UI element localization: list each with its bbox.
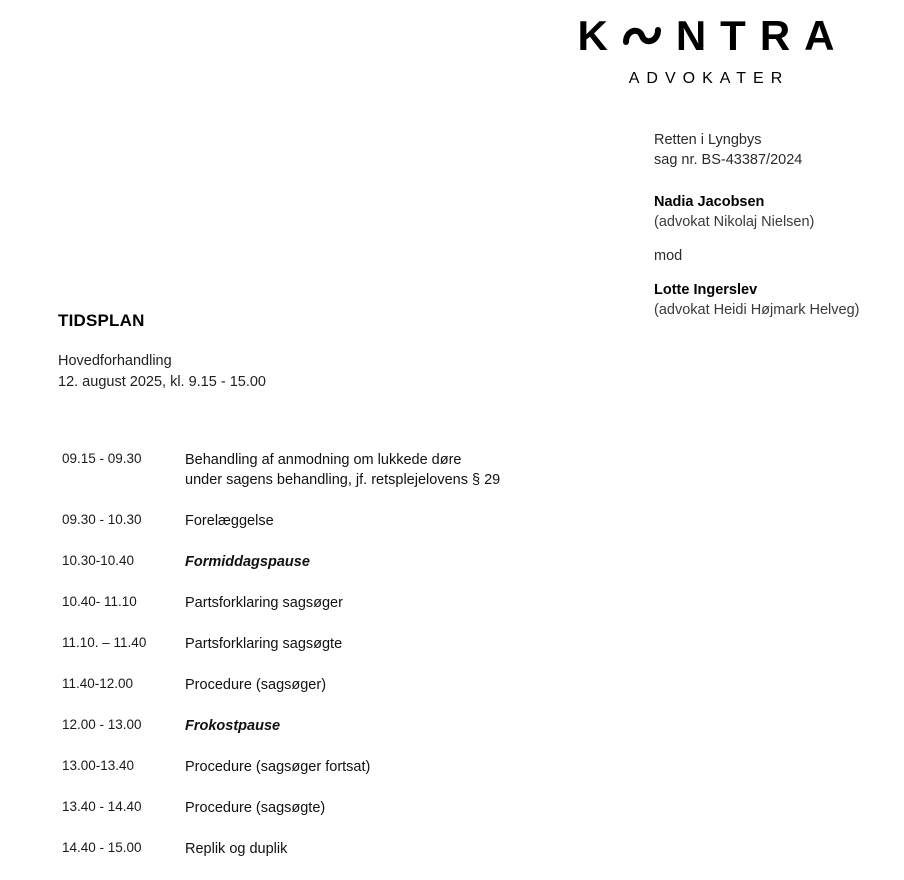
schedule-time: 14.40 - 15.00	[62, 840, 142, 855]
plaintiff-counsel: (advokat Nikolaj Nielsen)	[654, 214, 815, 230]
schedule-description: Partsforklaring sagsøgte	[185, 636, 343, 652]
schedule-time: 10.40- 11.10	[62, 594, 137, 609]
schedule-time: 11.40-12.00	[62, 676, 134, 691]
logo-letter-a: A	[804, 12, 835, 59]
schedule-description: Formiddagspause	[185, 554, 310, 570]
document-subtitle	[58, 351, 266, 393]
subtitle-line-2: 12. august 2025, kl. 9.15 - 15.00	[58, 374, 266, 391]
schedule-description: Forelæggelse	[185, 513, 274, 529]
schedule-row	[62, 552, 762, 572]
schedule-description	[185, 450, 500, 490]
schedule-time: 09.30 - 10.30	[62, 512, 142, 527]
schedule-description-line-1: Behandling af anmodning om lukkede døre	[185, 452, 462, 468]
versus-label: mod	[654, 248, 683, 264]
schedule-row	[62, 675, 762, 695]
letterhead	[556, 10, 856, 88]
kontra-swirl-icon	[622, 16, 662, 56]
schedule-time: 13.00-13.40	[62, 758, 135, 773]
case-info-block	[654, 130, 904, 320]
schedule-description: Frokostpause	[185, 718, 281, 734]
schedule-row	[62, 634, 762, 654]
schedule-row	[62, 511, 762, 531]
case-number: sag nr. BS-43387/2024	[654, 152, 803, 168]
schedule-row	[62, 716, 762, 736]
subtitle-line-1: Hovedforhandling	[58, 353, 172, 369]
logo-letter-r: R	[759, 12, 791, 59]
spacer	[654, 170, 904, 192]
defendant-name: Lotte Ingerslev	[654, 282, 758, 298]
schedule-description-line-2: under sagens behandling, jf. retsplejelovens § 29	[185, 472, 501, 488]
page-title: TIDSPLAN	[58, 311, 145, 330]
logo-letter-t: T	[720, 12, 746, 59]
logo-letter-n: N	[675, 12, 707, 59]
schedule-time: 11.10. – 11.40	[62, 635, 147, 650]
schedule-row	[62, 839, 762, 859]
court-name: Retten i Lyngbys	[654, 132, 762, 148]
schedule-description: Procedure (sagsøger fortsat)	[185, 759, 371, 775]
schedule-time: 10.30-10.40	[62, 553, 135, 568]
schedule-description: Procedure (sagsøgte)	[185, 800, 326, 816]
schedule-time: 12.00 - 13.00	[62, 717, 142, 732]
schedule-description: Partsforklaring sagsøger	[185, 595, 343, 611]
schedule-row	[62, 757, 762, 777]
defendant-counsel: (advokat Heidi Højmark Helveg)	[654, 302, 860, 318]
schedule-time: 13.40 - 14.40	[62, 799, 142, 814]
schedule-description: Replik og duplik	[185, 841, 288, 857]
brand-subtitle: ADVOKATER	[628, 70, 790, 87]
brand-logo	[556, 10, 856, 62]
schedule-row	[62, 450, 762, 490]
schedule-description: Procedure (sagsøger)	[185, 677, 327, 693]
logo-letter-k: K	[577, 12, 608, 59]
schedule-row	[62, 593, 762, 613]
schedule-time: 09.15 - 09.30	[62, 451, 142, 466]
schedule-row	[62, 798, 762, 818]
schedule-list	[62, 450, 762, 880]
plaintiff-name: Nadia Jacobsen	[654, 194, 765, 210]
